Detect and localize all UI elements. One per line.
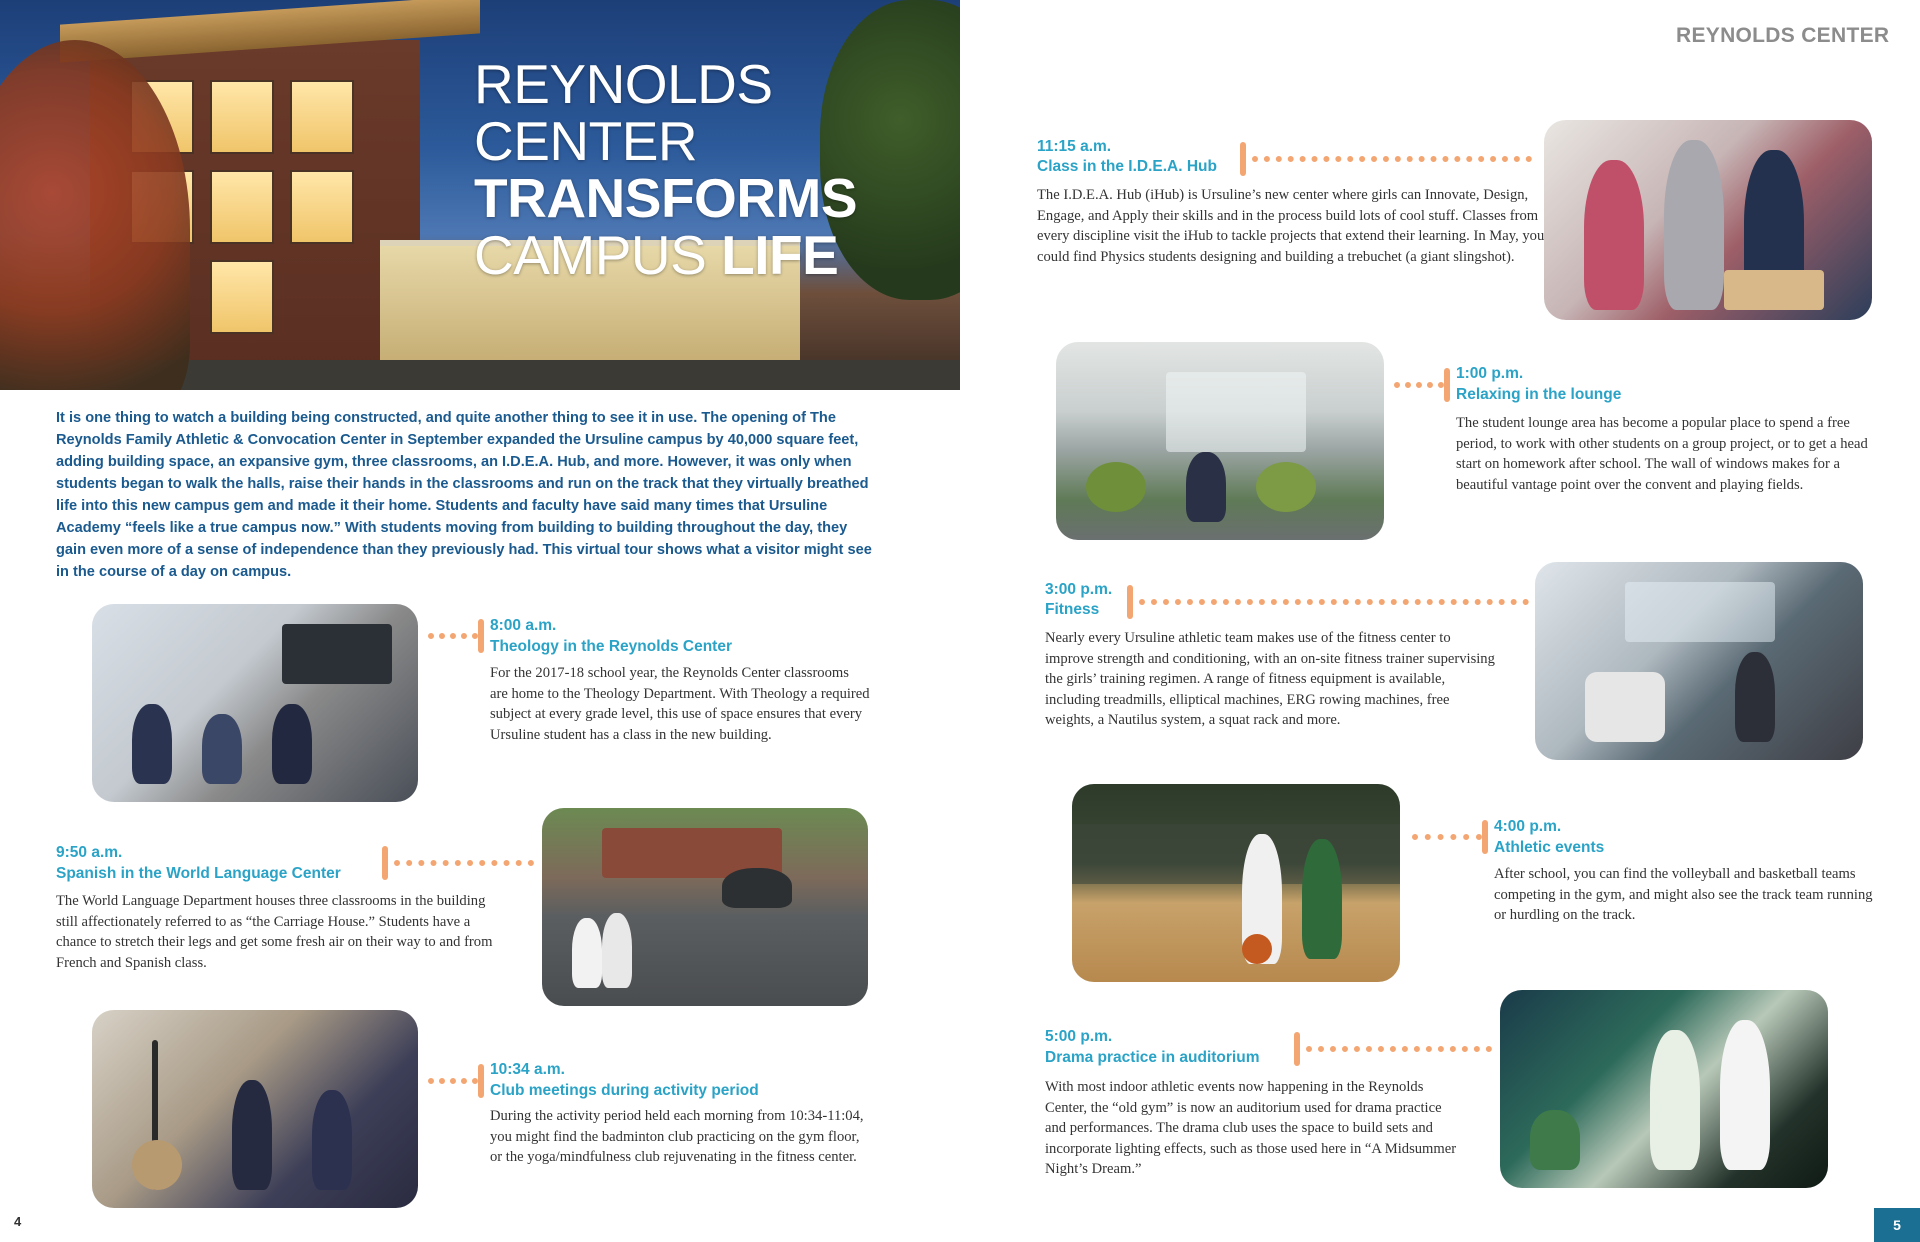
connector-bar [478,1064,484,1098]
connector-bar [1127,585,1133,619]
connector-bar [1482,820,1488,854]
hero-title-line4-light: CAMPUS [474,224,722,286]
entry-time: 4:00 p.m. [1494,818,1562,835]
entry-title: Athletic events [1494,839,1605,856]
entry-title: Drama practice in auditorium [1045,1049,1260,1066]
connector-dots [394,860,534,866]
connector-bar [478,619,484,653]
section-header: REYNOLDS CENTER [1676,24,1890,47]
yoga-club-photo [92,1010,418,1208]
theology-class-photo [92,604,418,802]
entry-time: 3:00 p.m. [1045,581,1113,598]
entry-text: The student lounge area has become a popular place to spend a free period, to work with other students on a group project, or to get a head start on homework after school. The wall of windows makes for a beautiful vantage point over the convent and playing fields. [1456,415,1868,493]
connector-bar [382,846,388,880]
connector-dots [1139,599,1529,605]
connector-dots [1394,382,1444,388]
hero-title [474,53,858,286]
drama-performance-photo [1500,990,1828,1188]
connector-dots [1252,156,1532,162]
entry-time: 9:50 a.m. [56,844,123,861]
campus-walk-photo [542,808,868,1006]
intro-paragraph: It is one thing to watch a building being constructed, and quite another thing to see it in use. The opening of The Reynolds Family Athletic & Convocation Center in September expanded the Ursuline campus by 40,000 square feet, adding building space, an expansive gym, three classrooms, an I.D.E.A. Hub, and more. However, it was only when students began to walk the halls, raise their hands in the classrooms and run on the track that they virtually breathed life into this new campus gem and made it their home. Students and faculty have said many times that Ursuline Academy “feels like a true campus now.” With students moving from building to building throughout the day, they gain even more of a sense of independence than they previously had. This virtual tour shows what a visitor might see in the course of a day on campus. [56,410,872,580]
connector-dots [1412,834,1482,840]
hero-title-line1: REYNOLDS [474,53,773,115]
entry-title: Fitness [1045,601,1100,618]
entry-time: 5:00 p.m. [1045,1028,1113,1045]
entry-title: Relaxing in the lounge [1456,386,1622,403]
hero-title-line3: TRANSFORMS [474,167,858,229]
entry-text: After school, you can find the volleyball and basketball teams competing in the gym, and might also see the track team running or hurdling on the track. [1494,866,1873,924]
entry-time: 10:34 a.m. [490,1061,565,1078]
connector-dots [428,1078,478,1084]
entry-text: During the activity period held each morning from 10:34-11:04, you might find the badminton club practicing on the gym floor, or the yoga/mindfulness club rejuvenating in the fitness center. [490,1108,864,1166]
entry-title: Spanish in the World Language Center [56,865,341,882]
entry-time: 11:15 a.m. [1037,138,1112,155]
connector-bar [1294,1032,1300,1066]
connector-dots [1306,1046,1492,1052]
hero-title-line2: CENTER [474,110,698,172]
entry-text: Nearly every Ursuline athletic team makes use of the fitness center to improve strength and conditioning, with an on-site fitness trainer supervising the girls’ training regimen. A range of fitness equipment is available, including treadmills, elliptical machines, ERG rowing machines, free weights, a Nautilus system, a squat rack and more. [1045,630,1495,729]
ihub-class-photo [1544,120,1872,320]
page-number-left: 4 [14,1214,22,1229]
entry-title: Theology in the Reynolds Center [490,638,732,655]
entry-text: With most indoor athletic events now happening in the Reynolds Center, the “old gym” is now an auditorium used for drama practice and performances. The drama club uses the space to build sets and incorporate lighting effects, such as those used here in “A Midsummer Night’s Dream.” [1045,1079,1457,1178]
student-lounge-photo [1056,342,1384,540]
connector-bar [1240,142,1246,176]
basketball-game-photo [1072,784,1400,982]
connector-bar [1444,368,1450,402]
entry-title: Club meetings during activity period [490,1082,759,1099]
hero-title-line4-bold: LIFE [721,224,839,286]
entry-text: The I.D.E.A. Hub (iHub) is Ursuline’s new center where girls can Innovate, Design, Engage, and Apply their skills and in the process build lots of cool stuff. Classes from every discipline visit the iHub to tackle projects that extend their learning. In May, you could find Physics students designing and building a trebuchet (a giant slingshot). [1037,187,1545,265]
connector-dots [428,633,478,639]
entry-text: The World Language Department houses three classrooms in the building still affectionately referred to as “the Carriage House.” Students have a chance to stretch their legs and get some fresh air on their way to and from French and Spanish class. [56,893,493,971]
entry-time: 1:00 p.m. [1456,365,1524,382]
entry-time: 8:00 a.m. [490,617,557,634]
entry-title: Class in the I.D.E.A. Hub [1037,158,1217,175]
fitness-center-photo [1535,562,1863,760]
page-number-right: 5 [1874,1208,1920,1242]
entry-text: For the 2017-18 school year, the Reynolds Center classrooms are home to the Theology Department. With Theology a required subject at every grade level, this use of space ensures that every Ursuline student has a class in the new building. [490,665,870,743]
